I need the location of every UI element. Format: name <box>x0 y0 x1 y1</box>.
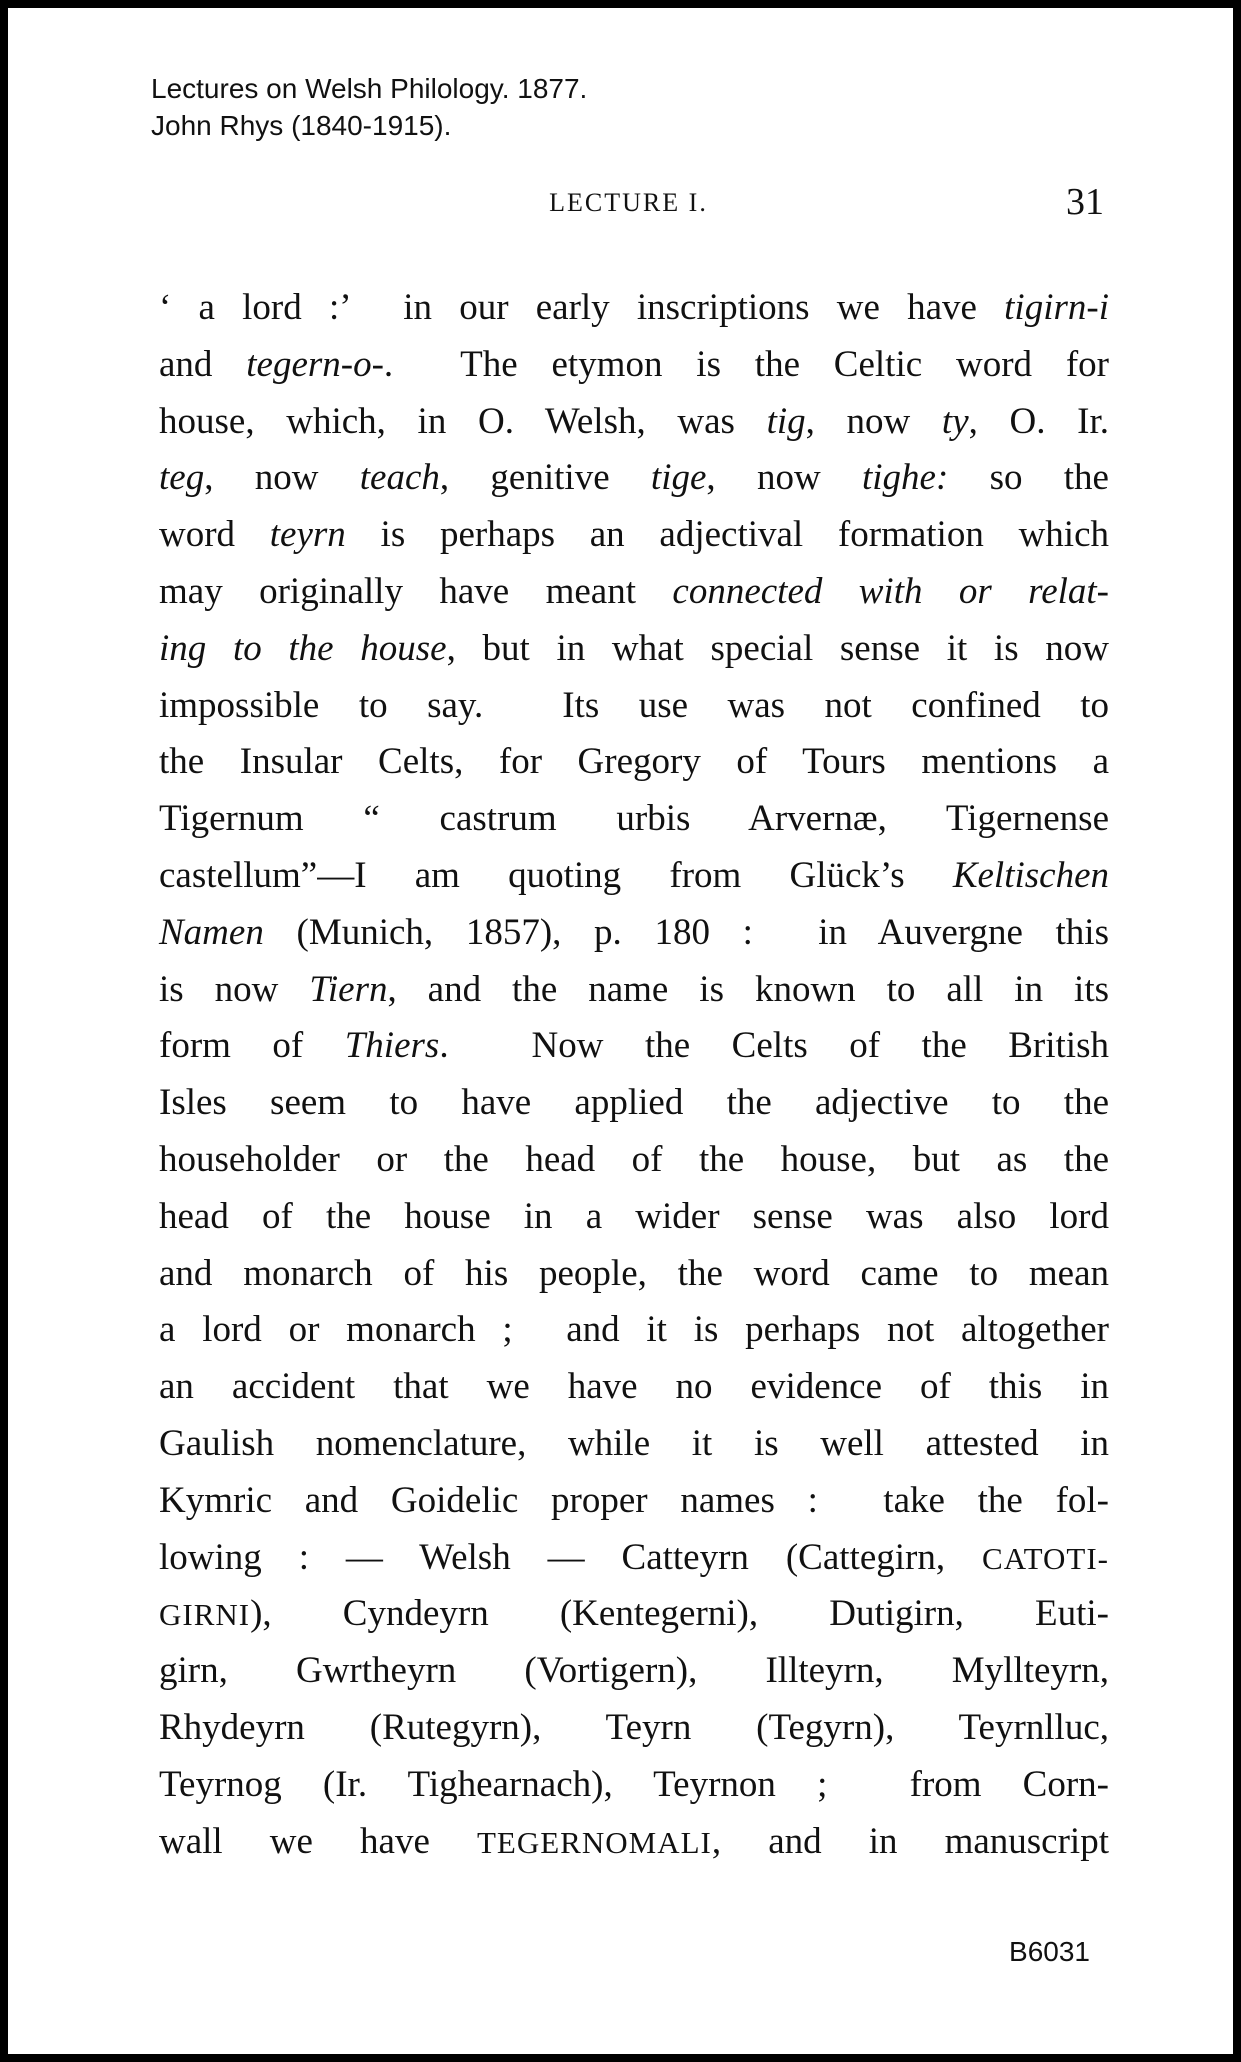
italic-run: tigirn-i <box>1004 287 1109 328</box>
text-run: the Insular Celts, for Gregory of Tours mentions a <box>159 741 1109 783</box>
text-run: Rhydeyrn (Rutegyrn), Teyrn (Tegyrn), Teyrnlluc, <box>159 1706 1109 1748</box>
italic-run: tegern-o- <box>246 343 384 385</box>
running-title: LECTURE I. <box>549 188 708 217</box>
italic-run: Thiers <box>344 1025 440 1067</box>
caption-author: John Rhys (1840-1915). <box>151 110 452 141</box>
text-run: so the <box>948 457 1109 499</box>
small-caps-run: CATOTI- <box>982 1540 1109 1576</box>
text-line <box>159 1302 1109 1359</box>
text-line <box>159 1814 1109 1871</box>
text-line <box>159 905 1109 962</box>
text-run: wall we have <box>159 1820 477 1862</box>
italic-run: Namen <box>159 911 264 953</box>
text-line <box>159 564 1109 621</box>
small-caps-run: TEGERNOMALI <box>476 1824 712 1860</box>
text-run: , now <box>204 457 360 499</box>
text-run: Isles seem to have applied the adjective to the <box>159 1082 1109 1124</box>
italic-run: connected with or relat- <box>672 570 1109 612</box>
text-run: girn, Gwrtheyrn (Vortigern), Illteyrn, Myllteyrn, <box>159 1650 1109 1692</box>
italic-run: tig <box>766 400 806 442</box>
text-run: form of <box>159 1025 345 1067</box>
text-run: word <box>159 514 270 556</box>
text-run: head of the house in a wider sense was also lord <box>159 1195 1109 1237</box>
text-run: ‘ a lord :’ in our early inscriptions we have <box>159 287 1005 328</box>
small-caps-run: GIRNI <box>159 1597 251 1633</box>
text-line <box>159 848 1109 905</box>
italic-run: teach <box>359 457 440 499</box>
running-header <box>151 181 1106 228</box>
text-run: Tigernum “ castrum urbis Arvernæ, Tigernense <box>159 798 1109 840</box>
italic-run: ing to the house <box>159 627 447 669</box>
text-run: householder or the head of the house, but as the <box>159 1138 1109 1180</box>
text-line <box>159 1132 1109 1189</box>
text-line <box>159 1359 1109 1416</box>
text-line <box>159 678 1109 735</box>
text-line <box>159 1700 1109 1757</box>
text-run: and monarch of his people, the word came to mean <box>159 1252 1109 1294</box>
text-run: house, which, in O. Welsh, was <box>159 400 767 442</box>
text-run: , and in manuscript <box>711 1820 1109 1862</box>
text-run: , now <box>805 400 942 442</box>
text-line <box>159 1586 1109 1643</box>
text-line <box>159 791 1109 848</box>
text-run: lowing : — Welsh — Catteyrn (Cattegirn, <box>159 1536 983 1578</box>
italic-run: teyrn <box>269 514 346 556</box>
italic-run: teg <box>159 457 205 499</box>
text-run: (Munich, 1857), p. 180 : in Auvergne this <box>263 911 1109 953</box>
text-line <box>159 450 1109 507</box>
text-run: and <box>159 343 247 385</box>
text-run: Teyrnog (Ir. Tighearnach), Teyrnon ; from Corn- <box>159 1763 1109 1805</box>
text-line <box>159 1416 1109 1473</box>
body-text <box>159 280 1109 1870</box>
text-line <box>159 337 1109 394</box>
text-run: ), Cyndeyrn (Kentegerni), Dutigirn, Euti- <box>250 1593 1109 1635</box>
text-run: a lord or monarch ; and it is perhaps not altogether <box>159 1309 1109 1351</box>
text-line <box>159 962 1109 1019</box>
text-line <box>159 734 1109 791</box>
text-line <box>159 394 1109 451</box>
page-number: 31 <box>1066 181 1104 223</box>
text-run: , O. Ir. <box>968 400 1109 442</box>
text-line <box>159 1075 1109 1132</box>
text-run: , genitive <box>439 457 651 499</box>
catalog-stamp: B6031 <box>1009 1936 1090 1967</box>
text-line <box>159 1473 1109 1530</box>
text-line <box>159 1643 1109 1700</box>
catalog-caption <box>151 70 587 144</box>
italic-run: tighe: <box>861 457 949 499</box>
text-run: is perhaps an adjectival formation which <box>345 514 1109 556</box>
italic-run: tige <box>650 457 707 499</box>
caption-title: Lectures on Welsh Philology. 1877. <box>151 73 588 104</box>
text-run: impossible to say. Its use was not confined to <box>159 684 1109 726</box>
text-line <box>159 1018 1109 1075</box>
text-run: castellum”—I am quoting from Glück’s <box>159 854 953 896</box>
text-run: . Now the Celts of the British <box>439 1025 1109 1067</box>
text-line <box>159 1530 1109 1587</box>
text-run: may originally have meant <box>159 570 673 612</box>
text-run: . The etymon is the Celtic word for <box>383 343 1109 385</box>
italic-run: Keltischen <box>952 854 1109 896</box>
text-run: an accident that we have no evidence of this in <box>159 1366 1109 1408</box>
text-line <box>159 621 1109 678</box>
text-run: , and the name is known to all in its <box>387 968 1109 1010</box>
text-run: , but in what special sense it is now <box>446 627 1109 669</box>
text-line <box>159 1189 1109 1246</box>
italic-run: Tiern <box>309 968 388 1010</box>
italic-run: ty <box>941 400 969 442</box>
text-run: Gaulish nomenclature, while it is well attested in <box>159 1422 1109 1464</box>
text-line <box>159 1757 1109 1814</box>
text-line <box>159 1246 1109 1303</box>
text-run: is now <box>159 968 310 1010</box>
text-line <box>159 507 1109 564</box>
text-run: Kymric and Goidelic proper names : take the fol- <box>159 1479 1109 1521</box>
text-line <box>159 280 1109 337</box>
text-run: , now <box>706 457 862 499</box>
